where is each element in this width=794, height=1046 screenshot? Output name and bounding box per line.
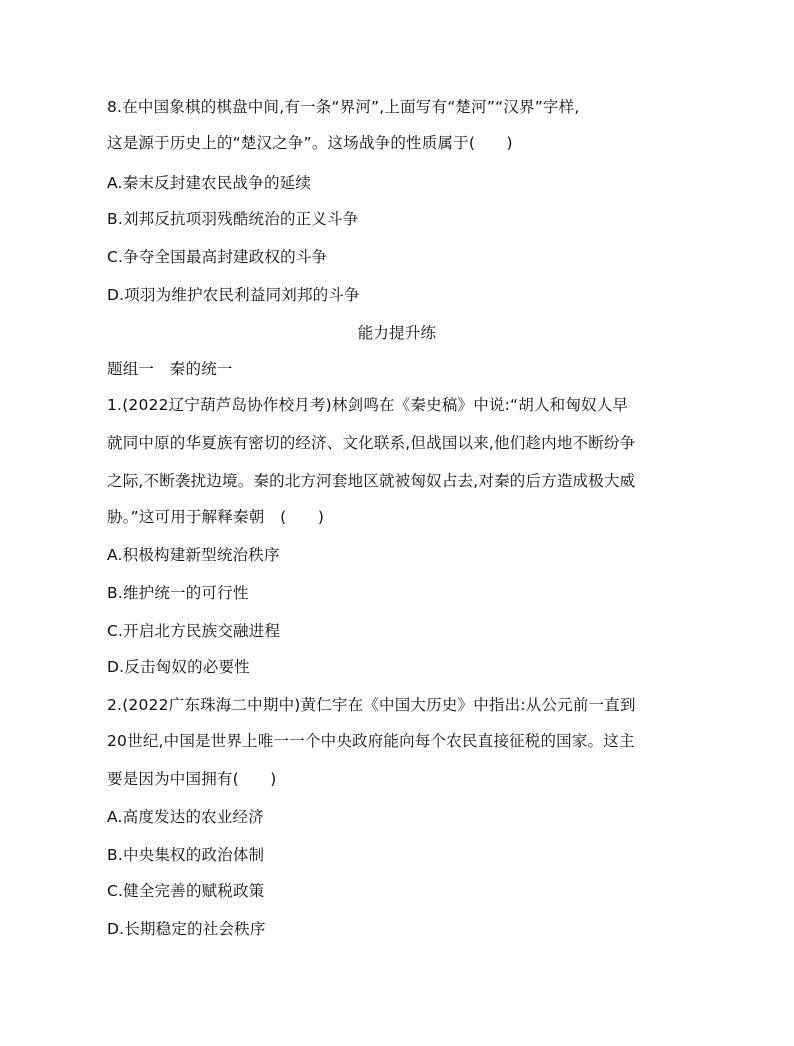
q1-stem-line-2: 就同中原的华夏族有密切的经济、文化联系,但战国以来,他们趁内地不断纷争 [107,434,636,452]
q1-option-d: D.反击匈奴的必要性 [107,658,250,676]
q2-option-c: C.健全完善的赋税政策 [107,882,265,900]
q8-option-b: B.刘邦反抗项羽残酷统治的正义斗争 [107,210,359,228]
section-title: 能力提升练 [357,324,437,342]
q1-stem-line-1: 1.(2022辽宁葫芦岛协作校月考)林剑鸣在《秦史稿》中说:“胡人和匈奴人早 [107,396,629,414]
q2-option-d: D.长期稳定的社会秩序 [107,920,266,938]
q1-stem-line-3: 之际,不断袭扰边境。秦的北方河套地区就被匈奴占去,对秦的后方造成极大威 [107,472,636,490]
q1-option-a: A.积极构建新型统治秩序 [107,546,280,564]
q2-stem-line-3: 要是因为中国拥有( ) [107,770,277,788]
group-title: 题组一 秦的统一 [107,360,233,378]
q8-option-d: D.项羽为维护农民利益同刘邦的斗争 [107,286,360,304]
q1-stem-line-4: 胁。”这可用于解释秦朝 ( ) [107,508,325,526]
q8-option-c: C.争夺全国最高封建政权的斗争 [107,248,328,266]
q8-stem-line-2: 这是源于历史上的“楚汉之争”。这场战争的性质属于( ) [107,134,513,152]
q8-stem-line-1: 8.在中国象棋的棋盘中间,有一条“界河”,上面写有“楚河”“汉界”字样, [107,98,580,116]
q8-option-a: A.秦末反封建农民战争的延续 [107,174,312,192]
q1-option-c: C.开启北方民族交融进程 [107,622,281,640]
q2-option-b: B.中央集权的政治体制 [107,846,265,864]
q1-option-b: B.维护统一的可行性 [107,584,249,602]
q2-stem-line-1: 2.(2022广东珠海二中期中)黄仁宇在《中国大历史》中指出:从公元前一直到 [107,696,636,714]
q2-stem-line-2: 20世纪,中国是世界上唯一一个中央政府能向每个农民直接征税的国家。这主 [107,732,635,750]
q2-option-a: A.高度发达的农业经济 [107,808,264,826]
